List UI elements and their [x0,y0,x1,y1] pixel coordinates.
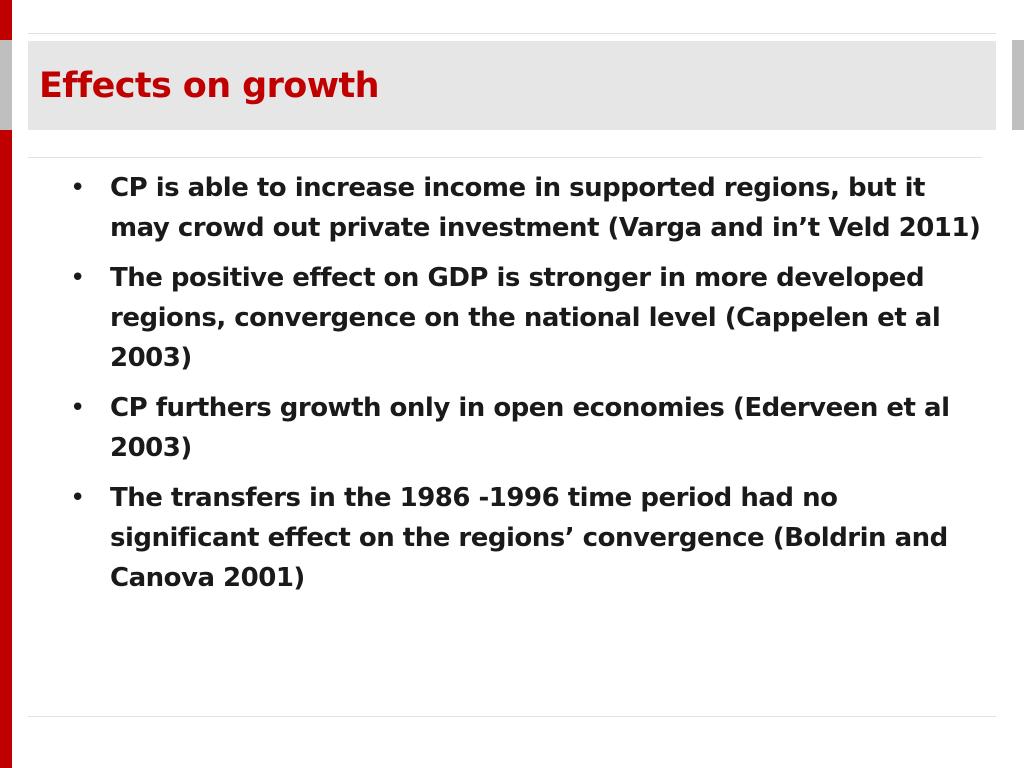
slide-title: Effects on growth [39,66,379,106]
bullet-item [66,258,984,378]
left-grey-tab [0,40,12,130]
title-divider [28,157,982,158]
top-divider [28,33,996,34]
bullet-item [66,388,984,468]
bullet-dot-icon: • [70,483,85,513]
bullet-item [66,168,984,248]
bullet-text: The positive effect on GDP is stronger in more developed regions, convergence on the national level (Cappelen et al 2003) [110,263,941,373]
bullet-dot-icon: • [70,393,85,423]
bullet-list [66,168,984,608]
bullet-dot-icon: • [70,173,85,203]
bullet-text: CP is able to increase income in supported regions, but it may crowd out private investment (Varga and in’t Veld 2011) [110,173,981,243]
bullet-item [66,478,984,598]
bullet-text: CP furthers growth only in open economies (Ederveen et al 2003) [110,393,950,463]
bullet-dot-icon: • [70,263,85,293]
bullet-text: The transfers in the 1986 -1996 time period had no significant effect on the regions’ convergence (Boldrin and Canova 2001) [110,483,948,593]
bottom-divider [28,716,996,717]
right-grey-tab [1012,40,1024,130]
